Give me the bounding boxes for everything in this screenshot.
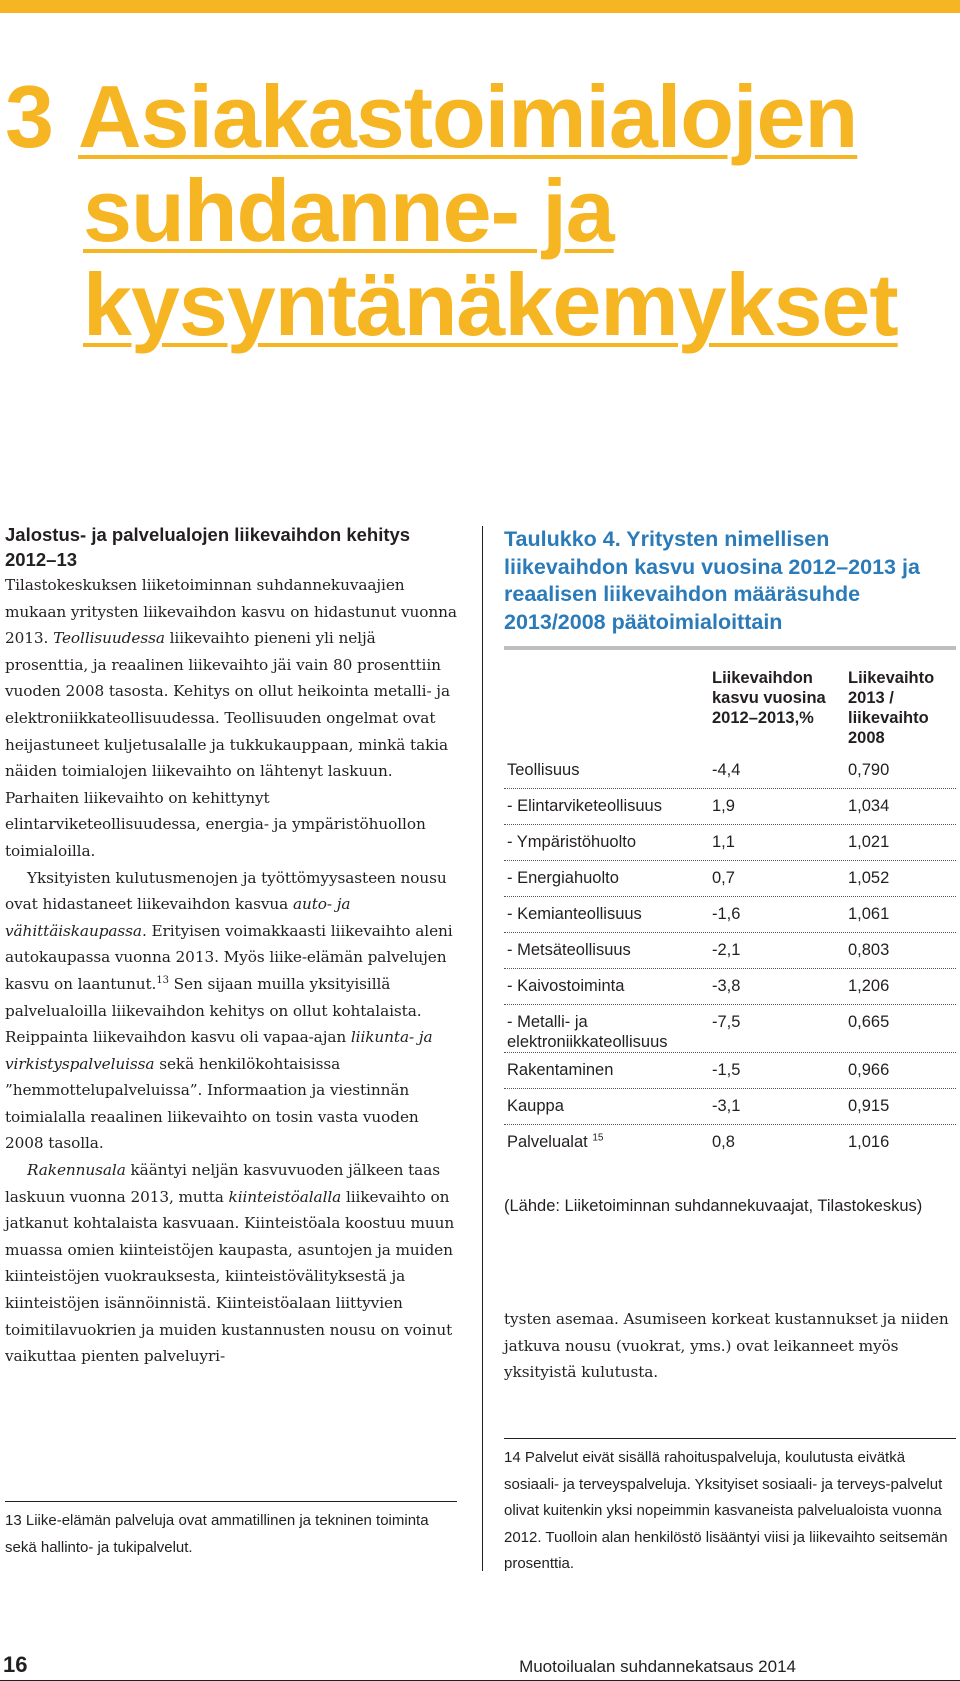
text-run: kääntyi neljän kasvuvuoden jälkeen taas laskuun vuonna 2013, mutta (5, 1161, 440, 1206)
footnote-14: 14 Palvelut eivät sisällä rahoituspalveluja, koulutusta eivätkä sosiaali- ja terveyspalveluja. Yksityiset sosiaali- ja terveys-palvelut olivat kuitenkin yksi nopeimmin kasvaneista palvelualoista vuonna 2012. Tuolloin alan henkilöstö lisääntyi viisi ja liikevaihto seitsemän prosenttia. (504, 1449, 948, 1572)
ratio-value: 1,016 (848, 1133, 890, 1151)
table-row (504, 897, 956, 933)
growth-value: 1,1 (712, 833, 735, 851)
text-run: kiinteistöalalla (228, 1187, 342, 1206)
growth-value: 1,9 (712, 797, 735, 815)
running-footer: Muotoilualan suhdannekatsaus 2014 (519, 1657, 796, 1676)
table-row (504, 861, 956, 897)
growth-value: 0,8 (712, 1133, 735, 1151)
ratio-value: 1,034 (848, 797, 890, 815)
chapter-number: 3 (5, 67, 53, 166)
right-footnote-divider (504, 1438, 956, 1439)
text-run: . Erityisen voimakkaasti liikevaihto aleni autokaupassa vuonna 2013. Myös liike-elämän palvelujen kasvu on laantunut. (5, 921, 453, 993)
ratio-value: 0,665 (848, 1013, 890, 1031)
row-label: - Metalli- ja elektroniikkateollisuus (507, 1013, 668, 1051)
ratio-value: 1,052 (848, 869, 890, 887)
column-divider (482, 526, 483, 1571)
paragraph-3 (5, 1157, 457, 1370)
growth-value: -7,5 (712, 1013, 741, 1031)
growth-value: -3,1 (712, 1097, 741, 1115)
table-row (504, 1089, 956, 1125)
table-row (504, 825, 956, 861)
table-body (504, 753, 956, 1160)
text-run: Yksityisten kulutusmenojen ja työttömyysasteen nousu ovat hidastaneet liikevaihdon kasvua (5, 868, 447, 914)
page-number: 16 (3, 1652, 28, 1677)
table-row (504, 1125, 956, 1160)
row-label: Kauppa (507, 1097, 564, 1115)
growth-value: -4,4 (712, 761, 741, 779)
text-run: Sen sijaan muilla yksityisillä palvelualoilla liikevaihdon kehitys on ollut kohtalaista. Reippainta liikevaihdon kasvu oli vapaa-ajan (5, 974, 422, 1047)
ratio-value: 0,915 (848, 1097, 890, 1115)
chapter-title-line-1: 3 Asiakastoimialojen (5, 67, 858, 166)
industry-table (504, 668, 956, 1160)
row-label: - Metsäteollisuus (507, 941, 631, 959)
ratio-value: 1,061 (848, 905, 890, 923)
section-subheading: Jalostus- ja palvelualojen liikevaihdon kehitys 2012–13 (5, 524, 411, 570)
row-label: Palvelualat $^{15}$ (507, 1132, 604, 1151)
paragraph-1 (5, 572, 457, 865)
table-title: Taulukko 4. Yritysten nimellisen liikevaihdon kasvu vuosina 2012–2013 ja reaalisen liikevaihdon määräsuhde 2013/2008 päätoimialoittain (504, 527, 920, 634)
text-run: Tilastokeskuksen liiketoiminnan suhdannekuvaajien mukaan yritysten liikevaihdon kasvu on hidastunut vuonna 2013. (5, 576, 457, 648)
table-row (504, 753, 956, 789)
row-label: - Energiahuolto (507, 869, 619, 887)
growth-value: -2,1 (712, 941, 741, 959)
table-row (504, 933, 956, 969)
row-label: - Kemianteollisuus (507, 905, 642, 923)
footnote-ref: 15 (592, 1132, 604, 1144)
row-label: - Kaivostoiminta (507, 977, 625, 995)
text-run: liikunta- ja virkistyspalveluissa (5, 1028, 433, 1073)
growth-value: -1,5 (712, 1061, 741, 1079)
text-run: auto- ja vähittäiskaupassa (5, 895, 351, 940)
growth-value: 0,7 (712, 869, 735, 887)
table-header (504, 668, 956, 753)
text-run: liikevaihto on jatkanut kohtalaista kasvuaan. Kiinteistöala koostuu muun muassa omien kiinteistöjen kaupasta, asuntojen ja muiden kiinteistöjen vuokrauksesta, kiinteistövälityksestä ja kiinteistöjen isännöinnistä. Kiinteistöalaan liittyvien toimitilavuokrien ja muiden kustannusten nousu on voinut vaikuttaa pienten palveluyri- (5, 1187, 455, 1366)
footnote-ref: 13 (156, 974, 169, 986)
table-caption-block (504, 526, 956, 636)
header-growth: Liikevaihdon kasvu vuosina 2012–2013,% (712, 669, 826, 727)
paragraph-2 (5, 865, 457, 1158)
header-ratio: Liikevaihto 2013 / liikevaihto 2008 (848, 669, 935, 747)
ratio-value: 1,021 (848, 833, 890, 851)
ratio-value: 0,803 (848, 941, 890, 959)
chapter-title-line-2: suhdanne- ja (83, 161, 614, 260)
ratio-value: 0,966 (848, 1061, 890, 1079)
growth-value: -1,6 (712, 905, 741, 923)
chapter-title (5, 67, 898, 354)
growth-value: -3,8 (712, 977, 741, 995)
table-row (504, 969, 956, 1005)
footnote-divider (5, 1501, 457, 1502)
table-source: (Lähde: Liiketoiminnan suhdannekuvaajat, Tilastokeskus) (504, 1197, 923, 1215)
row-label: - Elintarviketeollisuus (507, 797, 662, 815)
row-label: Teollisuus (507, 761, 580, 779)
text-run: sekä henkilökohtaisissa ”hemmottelupalveluissa”. Informaation ja viestinnän toimialalla reaalinen liikevaihto on tosin vasta vuoden 2008 tasolla. (5, 1054, 419, 1153)
ratio-value: 0,790 (848, 761, 890, 779)
row-label: Rakentaminen (507, 1061, 614, 1079)
text-run: Rakennusala (27, 1161, 126, 1180)
table-row (504, 1053, 956, 1089)
chapter-title-line-3: kysyntänäkemykset (83, 255, 898, 354)
table-top-rule (504, 646, 956, 650)
paragraph-continuation: tysten asemaa. Asumiseen korkeat kustannukset ja niiden jatkuva nousu (vuokrat, yms.) ovat leikanneet myös yksityistä kulutusta. (504, 1310, 949, 1382)
table-row (504, 1005, 956, 1053)
text-run: Teollisuudessa (53, 629, 165, 648)
row-label: - Ympäristöhuolto (507, 833, 637, 851)
table-row (504, 789, 956, 825)
text-run: liikevaihto pieneni yli neljä prosenttia, ja reaalinen liikevaihto jäi vain 80 prosenttiin vuoden 2008 tasosta. Kehitys on ollut heikointa metalli- ja elektroniikkateollisuudessa. Teollisuuden ongelmat ovat heijastuneet kuljetusalalle ja tukkukauppaan, minkä takia näiden toimialojen liikevaihto on lähtenyt laskuun. Parhaiten liikevaihto on kehittynyt elintarviketeollisuudessa, energia- ja ympäristöhuollon toimialoilla. (5, 629, 450, 860)
top-accent-bar (0, 0, 960, 13)
ratio-value: 1,206 (848, 977, 890, 995)
left-column (5, 522, 457, 1370)
footnote-13: 13 Liike-elämän palveluja ovat ammatillinen ja tekninen toiminta sekä hallinto- ja tukipalvelut. (5, 1512, 429, 1556)
